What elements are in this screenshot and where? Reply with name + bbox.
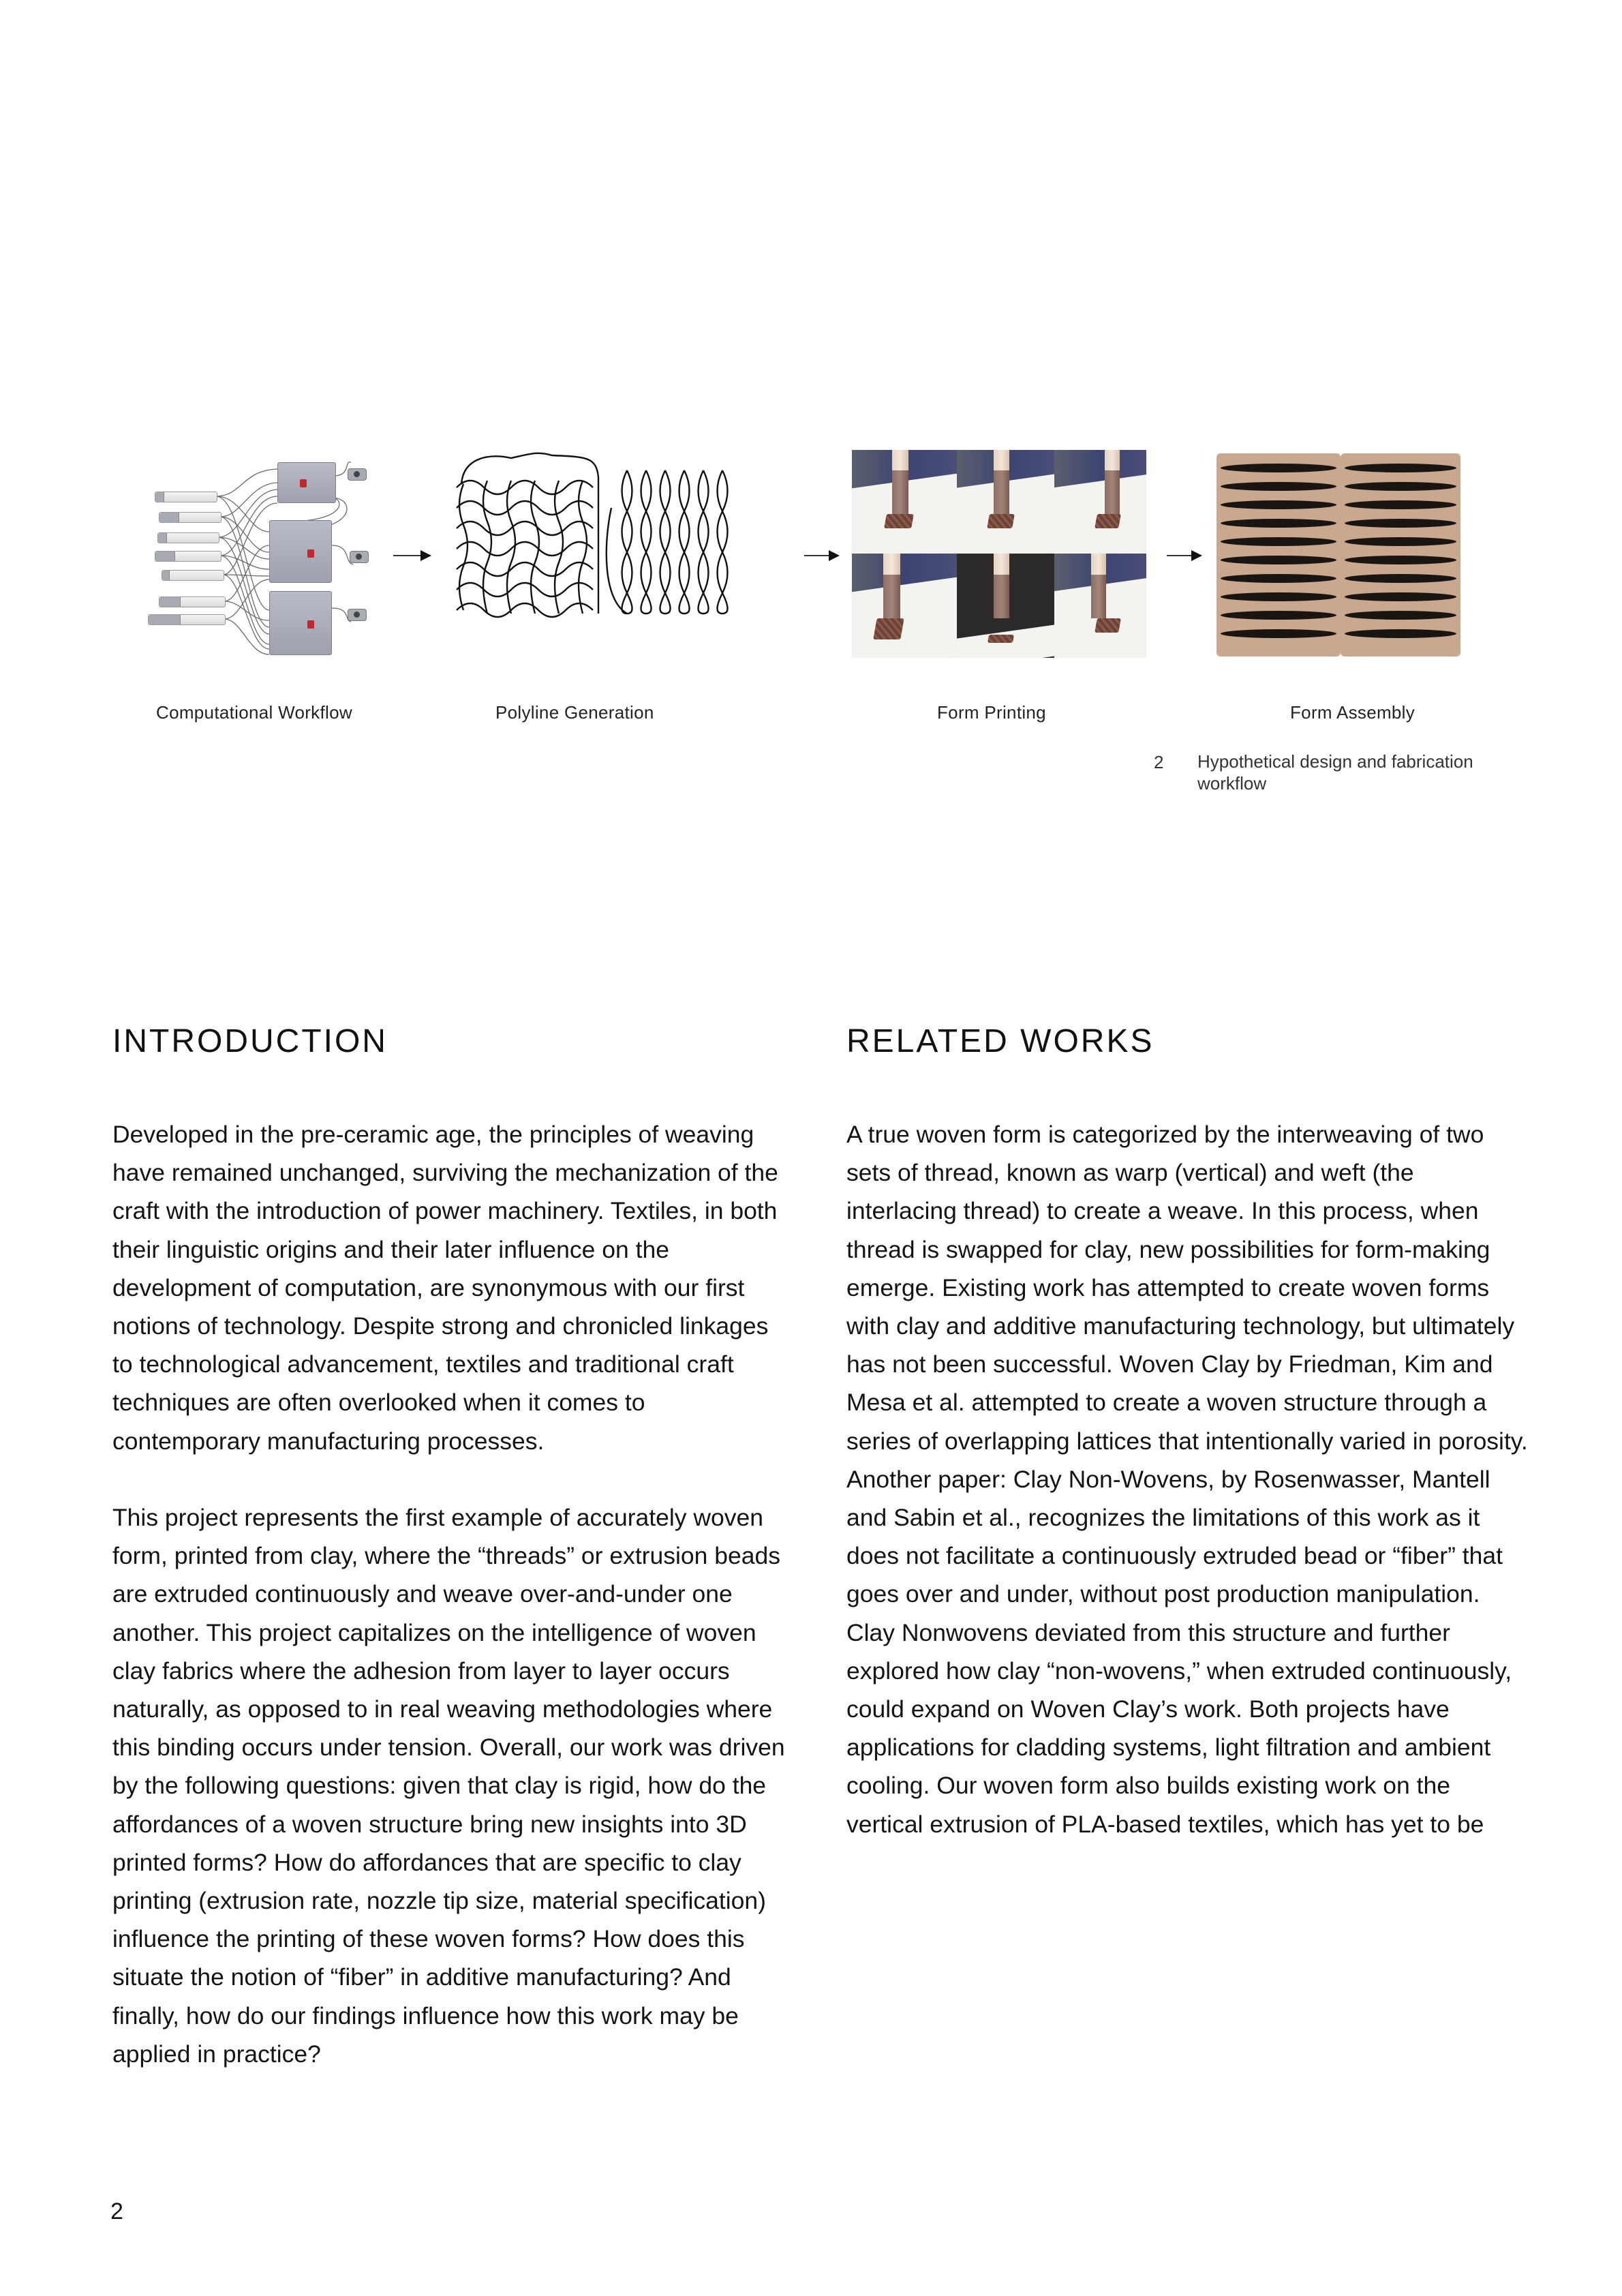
slider-n-points — [159, 596, 226, 607]
right-arrow-icon — [393, 549, 431, 562]
introduction-paragraph: This project represents the first example of accurately woven form, printed from clay, where the “threads” or extrusion beads are extruded continuously and weave over-and-under one another. This project capitalizes on the intelligence of woven clay fabrics where the adhesion from layer to layer occurs naturally, as opposed to in real weaving methodologies where this binding occurs under tension. Overall, our work was driven by the following questions: given that clay is rigid, how do the affordances of a woven structure bring new insights into 3D printed forms? How do affordances that are specific to clay printing (extrusion rate, nozzle tip size, material specification) influence the printing of these woven forms? How does this situate the notion of “fiber” in additive manufacturing? And finally, how do our findings influence how this work may be applied in practice? — [112, 1504, 785, 2068]
python-component-pillars — [277, 462, 336, 503]
form-assembly-image — [1216, 453, 1469, 658]
polyline-generation-image — [450, 450, 791, 654]
section-title-introduction: INTRODUCTION — [112, 1023, 388, 1059]
slider-amp-tolerance — [148, 614, 226, 625]
related-works-body — [846, 1115, 1528, 1882]
introduction-paragraph: Developed in the pre-ceramic age, the principles of weaving have remained unchanged, surviving the mechanization of the craft with the introduction of power machinery. Textiles, in both their linguistic origins and their later influence on the development of computation, are synonymous with our first notions of technology. Despite strong and chronicled linkages to technological advancement, textiles and traditional craft techniques are often overlooked when it comes to contemporary manufacturing processes. — [112, 1121, 778, 1455]
stage-label-form-printing: Form Printing — [937, 702, 1046, 723]
related-works-paragraph: A true woven form is categorized by the interweaving of two sets of thread, known as warp (vertical) and weft (the interlacing thread) to create a weave. In this process, when thread is swapped for clay, new possibilities for form-making emerge. Existing work has attempted to create woven forms with clay and additive manufacturing technology, but ultimately has not been successful. Woven Clay by Friedman, Kim and Mesa et al. attempted to create a woven structure through a series of overlapping lattices that intentionally varied in porosity. Another paper: Clay Non-Wovens, by Rosenwasser, Mantell and Sabin et al., recognizes the limitations of this work as it does not facilitate a continuously extruded bead or “fiber” that goes over and under, without post production manipulation. Clay Nonwovens deviated from this structure and further explored how clay “non-wovens,” when extruded continuously, could expand on Woven Clay’s work. Both projects have applications for cladding systems, light filtration and ambient cooling. Our woven form also builds existing work on the vertical extrusion of PLA-based textiles, which has yet to be — [846, 1121, 1528, 1838]
preview-icon — [350, 551, 369, 563]
python-component-curves-1 — [269, 520, 332, 583]
slider-r — [162, 570, 224, 581]
stage-label-computational-workflow: Computational Workflow — [156, 702, 352, 723]
right-arrow-icon — [804, 549, 840, 562]
python-component-curves-2 — [269, 591, 332, 655]
figure-caption: Hypothetical design and fabrication workflow — [1197, 751, 1473, 794]
stage-label-form-assembly: Form Assembly — [1290, 702, 1416, 723]
preview-icon — [348, 468, 367, 481]
woven-polyline-icon — [450, 450, 791, 654]
slider-height — [159, 512, 221, 523]
printing-photo — [852, 554, 957, 658]
printing-photo — [1054, 554, 1146, 658]
slider-w — [155, 492, 217, 502]
woven-panel-right — [1341, 453, 1460, 656]
stage-label-polyline-generation: Polyline Generation — [495, 702, 654, 723]
page-number: 2 — [110, 2199, 123, 2224]
preview-icon — [348, 609, 367, 621]
slider-spacing — [155, 551, 221, 562]
section-title-related-works: RELATED WORKS — [846, 1023, 1154, 1059]
introduction-body — [112, 1115, 794, 2111]
figure-number: 2 — [1154, 752, 1164, 772]
figure-workflow — [0, 0, 1622, 818]
printing-photo — [957, 450, 1054, 554]
printing-photo — [852, 450, 957, 554]
printing-photo — [957, 554, 1054, 658]
woven-panel-left — [1216, 453, 1341, 656]
slider-h — [157, 532, 219, 543]
computational-workflow-image — [140, 450, 412, 661]
printing-photo — [1054, 450, 1146, 554]
right-arrow-icon — [1167, 549, 1202, 562]
form-printing-photo-grid — [852, 450, 1146, 658]
